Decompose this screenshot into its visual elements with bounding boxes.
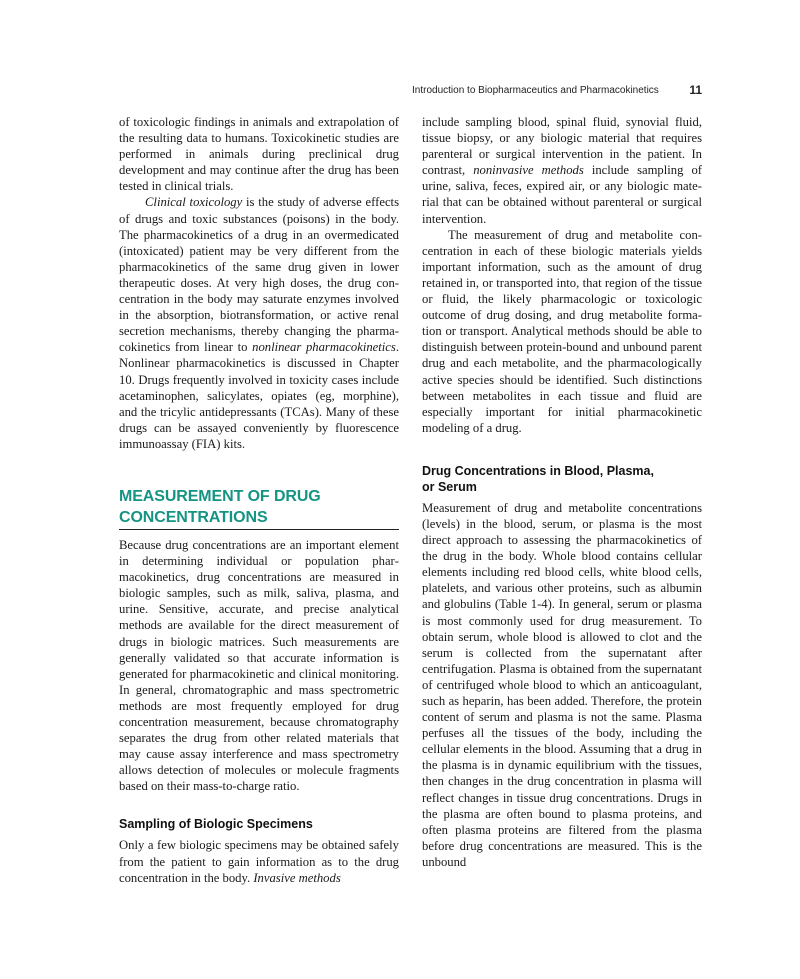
subheading-line: or Serum — [422, 479, 477, 494]
paragraph-text: include sampling of urine, saliva, feces, expired air, or any biologic material that can be obtained without parenteral or surgical intervention. — [422, 163, 702, 226]
paragraph-invasive-noninvasive — [422, 114, 702, 227]
term-invasive-methods: Invasive methods — [253, 870, 341, 885]
paragraph-text: is the study of adverse effects of drugs and toxic substances (poisons) in the body. The pharmacokinetics of a drug in an overmedicated (intoxicated) patient may be very different from the pharmacokinetics of the same drug given in lower therapeutic doses. At very high doses, the drug concentration in the body may saturate enzymes involved in the absorption, biotransformation, or active renal secretion mechanisms, thereby changing the pharmacokinetics from linear to — [119, 195, 399, 355]
section-heading-line: MEASUREMENT OF DRUG — [119, 487, 321, 505]
paragraph-toxicokinetics: of toxicologic findings in animals and extrapolation of the resulting data to humans. Toxicokinetic studies are performed in animals during preclinical drug development and may continue after the drug has been tested in clinical trials. — [119, 115, 399, 194]
section-heading-line: CONCENTRATIONS — [119, 508, 268, 526]
running-head — [412, 84, 702, 100]
paragraph-text: . Nonlinear pharmacokinetics is discussed in Chapter 10. Drugs frequently involved in toxicity cases include acetaminophen, salicylates, opiates (eg, morphine), and the tricylic antidepressants (TCAs). Many of these drugs can be assayed conveniently by fluorescence immunoassay (FIA) kits. — [119, 340, 399, 451]
paragraph-text: Only a few biologic specimens may be obtained safely from the patient to gain information as to the drug concentration in the body. — [119, 838, 399, 885]
section-heading-measurement — [119, 486, 399, 530]
term-clinical-toxicology: Clinical toxicology — [145, 195, 243, 210]
page-number: 11 — [689, 83, 702, 97]
subheading-sampling: Sampling of Biologic Specimens — [119, 817, 313, 832]
paragraph-clinical-toxicology — [119, 194, 399, 452]
subheading-line: Drug Concentrations in Blood, Plasma, — [422, 463, 654, 478]
paragraph-blood-plasma: Measurement of drug and metabolite concentrations (levels) in the blood, serum, or plasma is the most direct approach to assessing the pharmacokinetics of the drug in the body. Whole blood contains cellular elements including red blood cells, white blood cells, platelets, and various other proteins, such as albumin and globulins (Table 1-4). In general, serum or plasma is most commonly used for drug measurement. To obtain serum, whole blood is allowed to clot and the serum is collected from the supernatant after centrifugation. Plasma is obtained from the supernatant of centrifuged whole blood to which an anticoagulant, such as heparin, has been added. Therefore, the protein content of serum and plasma is not the same. Plasma perfuses all the tissues of the body, including the cellular elements in the blood. Assuming that a drug in the plasma is in dynamic equilibrium with the tissues, then changes in the drug concentration in plasma will reflect changes in tissue drug concentrations. Drugs in the plasma are often bound to plasma proteins, and often plasma proteins are filtered from the plasma before drug concentrations are measured. This is the unbound — [422, 500, 702, 869]
subheading-blood-plasma-serum — [422, 463, 702, 495]
left-column — [119, 114, 399, 886]
paragraph-text: include sampling blood, spinal fluid, synovial fluid, tissue biopsy, or any biologic material that requires parenteral or surgical intervention in the patient. In contrast, — [422, 115, 702, 178]
paragraph-drug-concentrations: Because drug concentrations are an important element in determining individual or population pharmacokinetics, drug concentrations are measured in biologic samples, such as milk, saliva, plasma, and urine. Sensitive, accurate, and precise analytical methods are available for the direct measurement of drugs in biologic matrices. Such measurements are generally validated so that accurate information is generated for pharmacokinetic and clinical monitoring. In general, chromatographic and mass spectrometric methods are most frequently employed for drug concentration measurement, because chromatography separates the drug from other related materials that may cause assay interference and mass spectrometry allows detection of molecules or molecule fragments based on their mass-to-charge ratio. — [119, 537, 399, 794]
paragraph-sampling — [119, 837, 399, 885]
running-head-title: Introduction to Biopharmaceutics and Pharmacokinetics — [412, 85, 659, 96]
term-noninvasive-methods: noninvasive methods — [473, 163, 584, 178]
right-column — [422, 114, 702, 870]
paragraph-measurement-metabolites: The measurement of drug and metabolite concentration in each of these biologic materials yields important information, such as the amount of drug retained in, or transported into, that region of the tissue or fluid, the likely pharmacologic or toxicologic outcome of drug dosing, and drug metabolite formation or transport. Analytical methods should be able to distinguish between protein-bound and unbound parent drug and each metabolite, and the pharmacologically active species should be identified. Such distinctions between metabolites in each tissue and fluid are especially important for initial pharmacokinetic modeling of a drug. — [422, 227, 702, 435]
term-nonlinear-pharmacokinetics: nonlinear pharmacokinetics — [252, 340, 396, 355]
